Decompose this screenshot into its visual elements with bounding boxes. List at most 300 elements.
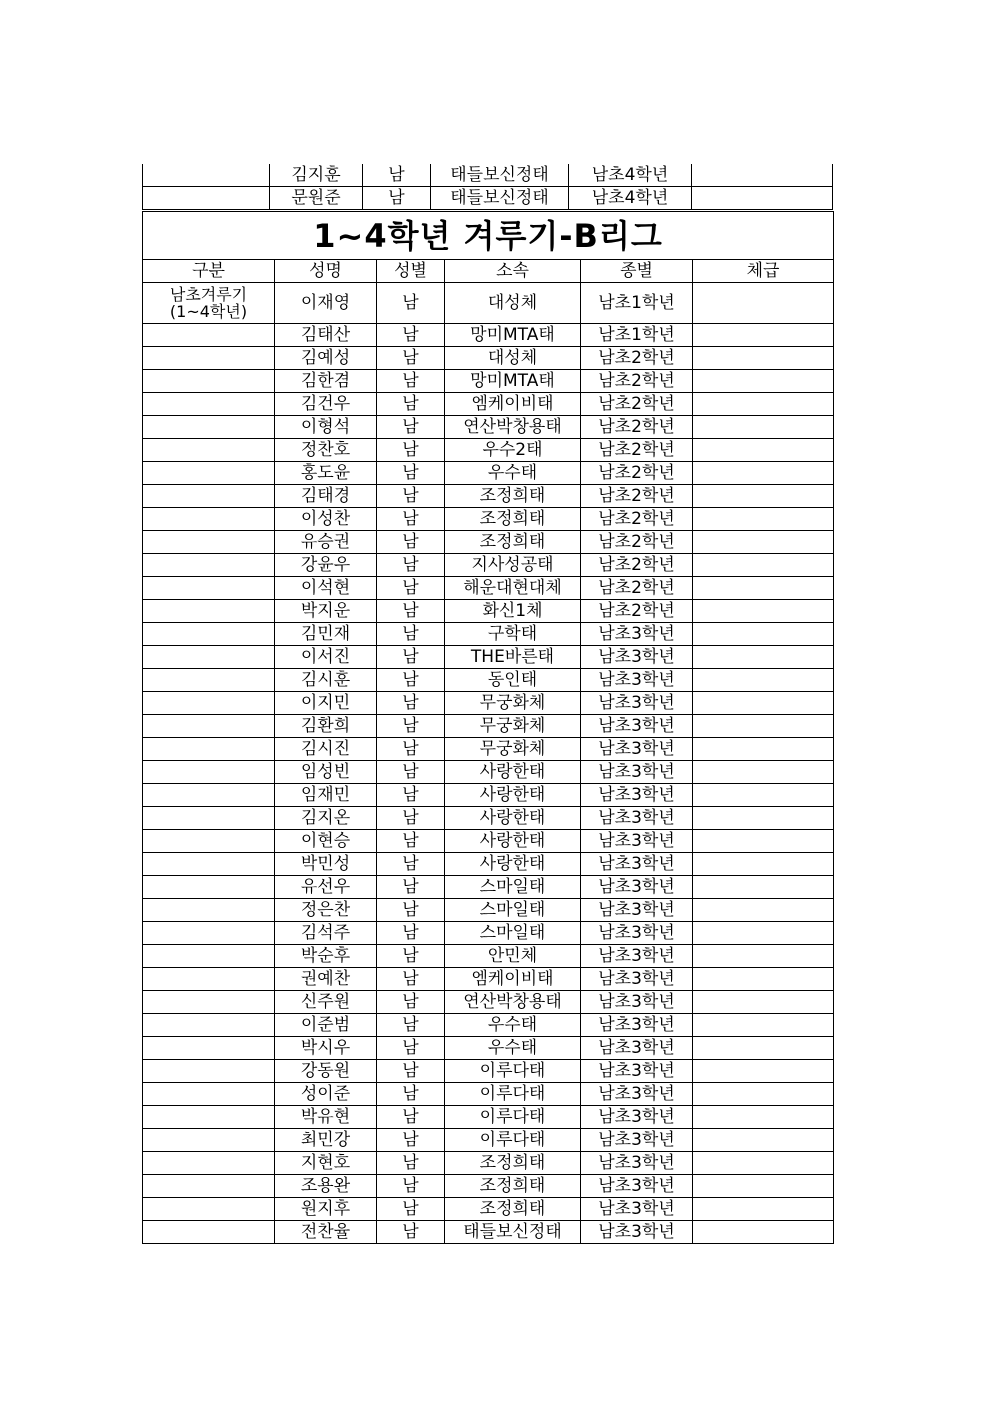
table-row — [143, 853, 834, 876]
header-row — [143, 260, 834, 283]
name-cell: 김한겸 — [275, 370, 377, 393]
club-cell: 망미MTA태 — [445, 370, 581, 393]
club-cell: 조정희태 — [445, 1198, 581, 1221]
division-cell — [143, 738, 275, 761]
gender-cell: 남 — [377, 531, 445, 554]
category-cell: 남초3학년 — [581, 784, 693, 807]
name-cell: 박시우 — [275, 1037, 377, 1060]
category-cell: 남초3학년 — [581, 738, 693, 761]
name-cell: 홍도윤 — [275, 462, 377, 485]
club-cell: 사랑한태 — [445, 807, 581, 830]
category-cell: 남초3학년 — [581, 807, 693, 830]
table-row — [143, 1014, 834, 1037]
table-row — [143, 968, 834, 991]
table-row — [143, 899, 834, 922]
gender-cell: 남 — [377, 991, 445, 1014]
table-row — [143, 439, 834, 462]
category-cell: 남초3학년 — [581, 1060, 693, 1083]
club-cell: 조정희태 — [445, 1152, 581, 1175]
name-cell: 정찬호 — [275, 439, 377, 462]
name-cell: 김민재 — [275, 623, 377, 646]
division-cell — [143, 347, 275, 370]
category-cell: 남초2학년 — [581, 485, 693, 508]
division-cell — [143, 370, 275, 393]
division-cell — [143, 669, 275, 692]
gender-cell: 남 — [377, 1152, 445, 1175]
name-cell: 김환희 — [275, 715, 377, 738]
name-cell: 박순후 — [275, 945, 377, 968]
category-cell: 남초3학년 — [581, 1175, 693, 1198]
club-cell: 우수태 — [445, 1037, 581, 1060]
club-cell: 우수태 — [445, 1014, 581, 1037]
category-cell: 남초4학년 — [569, 187, 692, 210]
club-cell: 동인태 — [445, 669, 581, 692]
category-cell: 남초2학년 — [581, 462, 693, 485]
gender-cell: 남 — [377, 485, 445, 508]
name-cell: 김시진 — [275, 738, 377, 761]
table-row — [143, 600, 834, 623]
previous-table-continuation — [142, 164, 833, 210]
name-cell: 원지후 — [275, 1198, 377, 1221]
division-cell — [143, 715, 275, 738]
name-cell: 유승권 — [275, 531, 377, 554]
gender-cell: 남 — [377, 439, 445, 462]
category-cell: 남초2학년 — [581, 439, 693, 462]
division-cell — [143, 945, 275, 968]
category-cell: 남초3학년 — [581, 876, 693, 899]
gender-cell: 남 — [377, 1060, 445, 1083]
category-cell: 남초3학년 — [581, 853, 693, 876]
gender-cell: 남 — [377, 738, 445, 761]
table-row — [143, 715, 834, 738]
grade-cell — [693, 968, 834, 991]
grade-cell — [693, 508, 834, 531]
category-cell: 남초3학년 — [581, 968, 693, 991]
name-cell: 김지훈 — [270, 164, 363, 187]
table-row — [143, 784, 834, 807]
name-cell: 이성찬 — [275, 508, 377, 531]
name-cell: 임성빈 — [275, 761, 377, 784]
name-cell: 전찬율 — [275, 1221, 377, 1244]
category-cell: 남초3학년 — [581, 922, 693, 945]
club-cell: 스마일태 — [445, 899, 581, 922]
table-row — [143, 761, 834, 784]
gender-cell: 남 — [377, 968, 445, 991]
category-cell: 남초3학년 — [581, 623, 693, 646]
table-row — [143, 1221, 834, 1244]
club-cell: 이루다태 — [445, 1083, 581, 1106]
grade-cell — [693, 1083, 834, 1106]
name-cell: 조용완 — [275, 1175, 377, 1198]
table-row — [143, 164, 833, 187]
table-row — [143, 1152, 834, 1175]
division-cell — [143, 830, 275, 853]
table-row — [143, 1106, 834, 1129]
club-cell: 사랑한태 — [445, 853, 581, 876]
division-cell — [143, 761, 275, 784]
table-row — [143, 531, 834, 554]
club-cell: 엠케이비태 — [445, 968, 581, 991]
name-cell: 최민강 — [275, 1129, 377, 1152]
grade-cell — [693, 761, 834, 784]
gender-cell: 남 — [377, 1106, 445, 1129]
club-cell: 엠케이비태 — [445, 393, 581, 416]
grade-cell — [693, 462, 834, 485]
gender-cell: 남 — [377, 761, 445, 784]
category-cell: 남초2학년 — [581, 393, 693, 416]
division-cell — [143, 1129, 275, 1152]
division-cell — [143, 692, 275, 715]
name-cell: 김시훈 — [275, 669, 377, 692]
club-cell: THE바른태 — [445, 646, 581, 669]
grade-cell — [693, 715, 834, 738]
table-row — [143, 623, 834, 646]
gender-cell: 남 — [377, 1198, 445, 1221]
division-cell — [143, 393, 275, 416]
club-cell: 조정희태 — [445, 508, 581, 531]
table-row — [143, 1175, 834, 1198]
category-cell: 남초2학년 — [581, 347, 693, 370]
table-row — [143, 1198, 834, 1221]
club-cell: 스마일태 — [445, 876, 581, 899]
table-row — [143, 554, 834, 577]
category-cell: 남초3학년 — [581, 761, 693, 784]
name-cell: 이지민 — [275, 692, 377, 715]
name-cell: 김석주 — [275, 922, 377, 945]
club-cell: 화신1체 — [445, 600, 581, 623]
category-cell: 남초3학년 — [581, 945, 693, 968]
grade-cell — [693, 692, 834, 715]
club-cell: 안민체 — [445, 945, 581, 968]
grade-cell — [692, 164, 833, 187]
gender-cell: 남 — [377, 784, 445, 807]
grade-cell — [692, 187, 833, 210]
header-grade: 체급 — [693, 260, 834, 283]
name-cell: 이현승 — [275, 830, 377, 853]
category-cell: 남초3학년 — [581, 899, 693, 922]
grade-cell — [693, 1014, 834, 1037]
category-cell: 남초3학년 — [581, 715, 693, 738]
name-cell: 성이준 — [275, 1083, 377, 1106]
category-cell: 남초1학년 — [581, 283, 693, 324]
category-cell: 남초3학년 — [581, 692, 693, 715]
grade-cell — [693, 991, 834, 1014]
table-row — [143, 646, 834, 669]
gender-cell: 남 — [377, 623, 445, 646]
table-row — [143, 187, 833, 210]
division-cell — [143, 577, 275, 600]
gender-cell: 남 — [377, 416, 445, 439]
club-cell: 이루다태 — [445, 1060, 581, 1083]
name-cell: 김태산 — [275, 324, 377, 347]
grade-cell — [693, 416, 834, 439]
grade-cell — [693, 531, 834, 554]
category-cell: 남초2학년 — [581, 531, 693, 554]
table-row — [143, 1037, 834, 1060]
header-name: 성명 — [275, 260, 377, 283]
gender-cell: 남 — [377, 715, 445, 738]
gender-cell: 남 — [377, 646, 445, 669]
division-cell — [143, 164, 270, 187]
table-row — [143, 991, 834, 1014]
category-cell: 남초2학년 — [581, 554, 693, 577]
club-cell: 구학태 — [445, 623, 581, 646]
club-cell: 대성체 — [445, 283, 581, 324]
division-cell — [143, 899, 275, 922]
club-cell: 이루다태 — [445, 1129, 581, 1152]
name-cell: 이서진 — [275, 646, 377, 669]
name-cell: 김예성 — [275, 347, 377, 370]
name-cell: 박민성 — [275, 853, 377, 876]
table-row — [143, 945, 834, 968]
division-cell — [143, 1037, 275, 1060]
club-cell: 무궁화체 — [445, 692, 581, 715]
club-cell: 해운대현대체 — [445, 577, 581, 600]
header-division: 구분 — [143, 260, 275, 283]
table-row — [143, 462, 834, 485]
gender-cell: 남 — [377, 830, 445, 853]
gender-cell: 남 — [377, 876, 445, 899]
division-cell — [143, 1198, 275, 1221]
gender-cell: 남 — [363, 164, 431, 187]
division-cell — [143, 968, 275, 991]
category-cell: 남초3학년 — [581, 1221, 693, 1244]
table-row — [143, 830, 834, 853]
category-cell: 남초3학년 — [581, 1152, 693, 1175]
table-row — [143, 370, 834, 393]
category-cell: 남초3학년 — [581, 991, 693, 1014]
category-cell: 남초3학년 — [581, 1037, 693, 1060]
category-cell: 남초3학년 — [581, 669, 693, 692]
grade-cell — [693, 1152, 834, 1175]
club-cell: 무궁화체 — [445, 738, 581, 761]
gender-cell: 남 — [377, 347, 445, 370]
club-cell: 연산박창용태 — [445, 416, 581, 439]
division-cell — [143, 554, 275, 577]
category-cell: 남초3학년 — [581, 1083, 693, 1106]
grade-cell — [693, 1037, 834, 1060]
grade-cell — [693, 1221, 834, 1244]
grade-cell — [693, 876, 834, 899]
name-cell: 박지운 — [275, 600, 377, 623]
grade-cell — [693, 646, 834, 669]
grade-cell — [693, 1175, 834, 1198]
category-cell: 남초1학년 — [581, 324, 693, 347]
grade-cell — [693, 554, 834, 577]
name-cell: 유선우 — [275, 876, 377, 899]
club-cell: 조정희태 — [445, 531, 581, 554]
grade-cell — [693, 600, 834, 623]
name-cell: 임재민 — [275, 784, 377, 807]
category-cell: 남초4학년 — [569, 164, 692, 187]
category-cell: 남초3학년 — [581, 1129, 693, 1152]
division-cell — [143, 439, 275, 462]
division-cell — [143, 1175, 275, 1198]
division-cell — [143, 807, 275, 830]
category-cell: 남초2학년 — [581, 600, 693, 623]
club-cell: 망미MTA태 — [445, 324, 581, 347]
table-row — [143, 738, 834, 761]
table-row — [143, 347, 834, 370]
gender-cell: 남 — [377, 807, 445, 830]
division-cell — [143, 187, 270, 210]
name-cell: 신주원 — [275, 991, 377, 1014]
grade-cell — [693, 577, 834, 600]
grade-cell — [693, 393, 834, 416]
table-row — [143, 876, 834, 899]
gender-cell: 남 — [377, 283, 445, 324]
gender-cell: 남 — [377, 899, 445, 922]
league-b-table — [142, 211, 834, 1244]
division-cell — [143, 531, 275, 554]
division-cell — [143, 876, 275, 899]
name-cell: 권예찬 — [275, 968, 377, 991]
gender-cell: 남 — [377, 1037, 445, 1060]
grade-cell — [693, 324, 834, 347]
division-cell — [143, 646, 275, 669]
division-cell — [143, 853, 275, 876]
grade-cell — [693, 623, 834, 646]
category-cell: 남초2학년 — [581, 577, 693, 600]
division-cell — [143, 784, 275, 807]
gender-cell: 남 — [377, 1083, 445, 1106]
club-cell: 태들보신정태 — [431, 164, 569, 187]
grade-cell — [693, 1060, 834, 1083]
gender-cell: 남 — [377, 324, 445, 347]
category-cell: 남초3학년 — [581, 1014, 693, 1037]
name-cell: 김지온 — [275, 807, 377, 830]
category-cell: 남초3학년 — [581, 1106, 693, 1129]
table-row — [143, 1129, 834, 1152]
division-cell — [143, 922, 275, 945]
gender-cell: 남 — [377, 922, 445, 945]
grade-cell — [693, 922, 834, 945]
club-cell: 조정희태 — [445, 1175, 581, 1198]
division-cell: 남초겨루기 (1~4학년) — [143, 283, 275, 324]
header-category: 종별 — [581, 260, 693, 283]
grade-cell — [693, 807, 834, 830]
club-cell: 지사성공태 — [445, 554, 581, 577]
name-cell: 이석현 — [275, 577, 377, 600]
name-cell: 박유현 — [275, 1106, 377, 1129]
gender-cell: 남 — [377, 600, 445, 623]
table-row — [143, 393, 834, 416]
division-cell — [143, 1106, 275, 1129]
club-cell: 사랑한태 — [445, 761, 581, 784]
gender-cell: 남 — [377, 577, 445, 600]
name-cell: 김건우 — [275, 393, 377, 416]
division-cell — [143, 991, 275, 1014]
grade-cell — [693, 830, 834, 853]
table-row — [143, 922, 834, 945]
division-cell — [143, 1014, 275, 1037]
division-cell — [143, 1152, 275, 1175]
division-cell — [143, 1083, 275, 1106]
grade-cell — [693, 669, 834, 692]
gender-cell: 남 — [377, 393, 445, 416]
category-cell: 남초2학년 — [581, 416, 693, 439]
club-cell: 태들보신정태 — [445, 1221, 581, 1244]
table-row — [143, 577, 834, 600]
gender-cell: 남 — [363, 187, 431, 210]
club-cell: 스마일태 — [445, 922, 581, 945]
name-cell: 지현호 — [275, 1152, 377, 1175]
gender-cell: 남 — [377, 853, 445, 876]
name-cell: 정은찬 — [275, 899, 377, 922]
name-cell: 이준범 — [275, 1014, 377, 1037]
club-cell: 대성체 — [445, 347, 581, 370]
gender-cell: 남 — [377, 692, 445, 715]
table-row — [143, 324, 834, 347]
division-cell — [143, 416, 275, 439]
division-cell — [143, 324, 275, 347]
table-row — [143, 283, 834, 324]
gender-cell: 남 — [377, 1129, 445, 1152]
division-cell — [143, 462, 275, 485]
table-row — [143, 692, 834, 715]
club-cell: 우수태 — [445, 462, 581, 485]
division-cell — [143, 1221, 275, 1244]
category-cell: 남초3학년 — [581, 1198, 693, 1221]
name-cell: 강윤우 — [275, 554, 377, 577]
grade-cell — [693, 1129, 834, 1152]
table-row — [143, 485, 834, 508]
grade-cell — [693, 347, 834, 370]
name-cell: 강동원 — [275, 1060, 377, 1083]
division-cell — [143, 508, 275, 531]
category-cell: 남초2학년 — [581, 370, 693, 393]
club-cell: 조정희태 — [445, 485, 581, 508]
name-cell: 이형석 — [275, 416, 377, 439]
gender-cell: 남 — [377, 945, 445, 968]
header-gender: 성별 — [377, 260, 445, 283]
name-cell: 김태경 — [275, 485, 377, 508]
category-cell: 남초3학년 — [581, 830, 693, 853]
club-cell: 태들보신정태 — [431, 187, 569, 210]
grade-cell — [693, 283, 834, 324]
grade-cell — [693, 1106, 834, 1129]
grade-cell — [693, 738, 834, 761]
club-cell: 연산박창용태 — [445, 991, 581, 1014]
club-cell: 사랑한태 — [445, 784, 581, 807]
category-cell: 남초3학년 — [581, 646, 693, 669]
gender-cell: 남 — [377, 1221, 445, 1244]
name-cell: 문원준 — [270, 187, 363, 210]
table-row — [143, 669, 834, 692]
club-cell: 사랑한태 — [445, 830, 581, 853]
gender-cell: 남 — [377, 370, 445, 393]
gender-cell: 남 — [377, 554, 445, 577]
table-row — [143, 807, 834, 830]
category-cell: 남초2학년 — [581, 508, 693, 531]
grade-cell — [693, 899, 834, 922]
division-cell — [143, 600, 275, 623]
table-row — [143, 1060, 834, 1083]
gender-cell: 남 — [377, 669, 445, 692]
table-row — [143, 416, 834, 439]
table-row — [143, 508, 834, 531]
club-cell: 우수2태 — [445, 439, 581, 462]
name-cell: 이재영 — [275, 283, 377, 324]
division-cell — [143, 485, 275, 508]
gender-cell: 남 — [377, 508, 445, 531]
gender-cell: 남 — [377, 1175, 445, 1198]
grade-cell — [693, 439, 834, 462]
header-club: 소속 — [445, 260, 581, 283]
club-cell: 무궁화체 — [445, 715, 581, 738]
division-cell — [143, 1060, 275, 1083]
club-cell: 이루다태 — [445, 1106, 581, 1129]
